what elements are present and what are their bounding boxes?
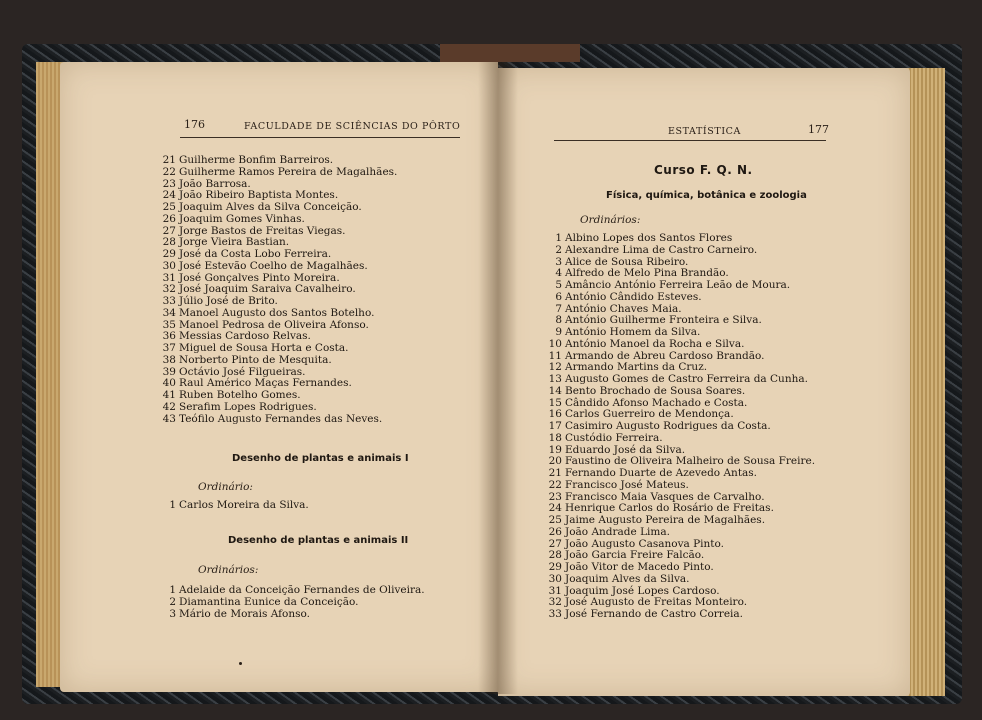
student-entry (160, 390, 397, 402)
student-name: Diamantina Eunice da Conceição. (179, 595, 359, 608)
student-entry (546, 245, 815, 257)
entry-number: 33 (162, 295, 176, 307)
student-name: Alice de Sousa Ribeiro. (565, 255, 689, 268)
student-name: Jorge Vieira Bastian. (179, 236, 290, 249)
student-name: José Gonçalves Pinto Moreira. (179, 271, 340, 284)
entry-number: 43 (162, 412, 176, 425)
student-name: Francisco Maia Vasques de Carvalho. (565, 490, 765, 503)
student-entry (160, 414, 397, 426)
student-name: Amâncio António Ferreira Leão de Moura. (565, 279, 791, 291)
student-name: José Fernando de Castro Correia. (565, 608, 743, 620)
entry-number: 20 (548, 455, 562, 468)
entry-number: 3 (169, 607, 176, 620)
student-name: Armando Martins da Cruz. (565, 361, 708, 374)
entry-number: 30 (162, 259, 176, 272)
student-name: Norberto Pinto de Mesquita. (179, 353, 332, 366)
entry-number: 37 (162, 342, 176, 354)
student-entry (160, 202, 397, 214)
student-entry (160, 214, 397, 226)
book-spine (440, 44, 580, 62)
entry-number: 38 (162, 353, 176, 366)
entry-number: 14 (548, 384, 562, 397)
entry-number: 25 (162, 201, 176, 213)
entry-number: 24 (162, 189, 176, 202)
student-entry (546, 421, 815, 433)
entry-number: 1 (555, 232, 562, 244)
section1-title: Desenho de plantas e animais I (232, 453, 409, 464)
student-name: Joaquim Alves da Silva. (565, 572, 690, 585)
entry-number: 18 (548, 431, 562, 444)
student-name: Casimiro Augusto Rodrigues da Costa. (565, 420, 771, 432)
entry-number: 31 (162, 271, 176, 284)
student-name: Raul Américo Maças Fernandes. (179, 377, 352, 390)
student-name: João Garcia Freire Falcão. (565, 549, 705, 562)
student-entry (546, 292, 815, 304)
student-entry (546, 562, 815, 574)
entry-number: 23 (548, 490, 562, 503)
entry-number: 8 (555, 314, 562, 327)
entry-number: 27 (162, 224, 176, 237)
student-name: João Vitor de Macedo Pinto. (565, 561, 714, 573)
section2-title: Desenho de plantas e animais II (228, 535, 409, 546)
entry-number: 29 (162, 248, 176, 260)
student-name: Guilherme Ramos Pereira de Magalhães. (179, 165, 398, 178)
student-name: Augusto Gomes de Castro Ferreira da Cunha. (565, 373, 808, 385)
student-name: Serafim Lopes Rodrigues. (179, 400, 317, 413)
left-student-list (160, 155, 397, 425)
entry-number: 40 (162, 377, 176, 390)
entry-number: 27 (548, 537, 562, 550)
student-name: Jorge Bastos de Freitas Viegas. (179, 224, 346, 237)
right-header-rule (554, 140, 826, 141)
student-name: Ruben Botelho Gomes. (179, 389, 301, 401)
entry-number: 13 (548, 373, 562, 385)
student-entry (546, 339, 815, 351)
student-name: José Augusto de Freitas Monteiro. (565, 596, 748, 609)
student-name: Manoel Pedrosa de Oliveira Afonso. (179, 318, 369, 331)
student-name: Júlio José de Brito. (179, 295, 278, 307)
entry-number: 28 (162, 236, 176, 249)
student-name: João Augusto Casanova Pinto. (565, 537, 724, 550)
student-entry (160, 155, 397, 167)
student-name: José Joaquim Saraiva Cavalheiro. (179, 283, 356, 296)
student-entry (160, 597, 425, 609)
entry-number: 31 (548, 584, 562, 597)
student-name: Carlos Moreira da Silva. (179, 499, 309, 511)
entry-number: 30 (548, 572, 562, 585)
entry-number: 5 (555, 279, 562, 291)
entry-number: 24 (548, 502, 562, 515)
student-name: Alfredo de Melo Pina Brandão. (565, 267, 729, 280)
student-name: Guilherme Bonfim Barreiros. (179, 154, 334, 166)
entry-number: 16 (548, 408, 562, 421)
student-name: João Barrosa. (179, 177, 251, 190)
course-title: Curso F. Q. N. (654, 163, 753, 177)
student-name: Alexandre Lima de Castro Carneiro. (565, 243, 758, 256)
student-entry (160, 296, 397, 308)
student-name: Joaquim Gomes Vinhas. (179, 212, 305, 225)
entry-number: 34 (162, 306, 176, 319)
student-entry (546, 433, 815, 445)
entry-number: 15 (548, 396, 562, 409)
left-header-rule (180, 137, 460, 138)
student-entry (546, 386, 815, 398)
entry-number: 10 (548, 337, 562, 350)
student-name: Bento Brochado de Sousa Soares. (565, 384, 746, 397)
student-name: Henrique Carlos do Rosário de Freitas. (565, 502, 774, 515)
student-name: António Homem da Silva. (565, 326, 701, 338)
student-name: Armando de Abreu Cardoso Brandão. (565, 349, 765, 362)
student-entry (546, 480, 815, 492)
entry-number: 2 (169, 595, 176, 608)
student-entry (160, 585, 425, 597)
student-name: Albino Lopes dos Santos Flores (565, 232, 733, 244)
entry-number: 29 (548, 561, 562, 573)
student-name: José da Costa Lobo Ferreira. (179, 248, 332, 260)
student-entry (160, 261, 397, 273)
right-page-number: 177 (808, 123, 829, 136)
entry-number: 23 (162, 177, 176, 190)
entry-number: 1 (169, 584, 176, 596)
entry-number: 26 (162, 212, 176, 225)
student-entry (160, 308, 397, 320)
entry-number: 33 (548, 608, 562, 620)
entry-number: 7 (555, 302, 562, 315)
student-entry (160, 167, 397, 179)
entry-number: 1 (169, 499, 176, 511)
student-name: Carlos Guerreiro de Mendonça. (565, 408, 734, 421)
entry-number: 35 (162, 318, 176, 331)
entry-number: 9 (555, 326, 562, 338)
book-gutter (478, 62, 518, 694)
student-name: Manoel Augusto dos Santos Botelho. (179, 306, 375, 319)
student-name: Jaime Augusto Pereira de Magalhães. (565, 514, 766, 526)
entry-number: 17 (548, 420, 562, 432)
entry-number: 3 (555, 255, 562, 268)
student-name: Francisco José Mateus. (565, 478, 689, 491)
entry-number: 26 (548, 525, 562, 538)
entry-number: 42 (162, 400, 176, 413)
student-entry (546, 574, 815, 586)
entry-number: 11 (548, 349, 562, 362)
section1-subtitle: Ordinário: (198, 481, 253, 493)
student-name: António Cândido Esteves. (565, 290, 702, 303)
student-name: Messias Cardoso Relvas. (179, 330, 311, 343)
student-name: Mário de Morais Afonso. (179, 607, 310, 620)
entry-number: 22 (162, 165, 176, 178)
entry-number: 19 (548, 443, 562, 456)
student-entry (546, 515, 815, 527)
student-entry (160, 249, 397, 261)
student-entry (546, 327, 815, 339)
entry-number: 39 (162, 365, 176, 378)
left-page-mark (239, 662, 242, 665)
student-entry (546, 374, 815, 386)
student-entry (160, 500, 309, 512)
student-entry (160, 355, 397, 367)
section2-subtitle: Ordinários: (198, 564, 259, 576)
entry-number: 36 (162, 330, 176, 343)
student-name: Octávio José Filgueiras. (179, 365, 306, 378)
student-name: João Ribeiro Baptista Montes. (179, 189, 339, 202)
entry-number: 32 (162, 283, 176, 296)
student-name: Joaquim Alves da Silva Conceição. (179, 201, 362, 213)
student-name: António Guilherme Fronteira e Silva. (565, 314, 762, 327)
entry-number: 2 (555, 243, 562, 256)
student-entry (546, 280, 815, 292)
student-entry (160, 609, 425, 621)
entry-number: 32 (548, 596, 562, 609)
student-name: Fernando Duarte de Azevedo Antas. (565, 467, 758, 479)
right-student-list (546, 233, 815, 621)
student-name: Faustino de Oliveira Malheiro de Sousa Freire. (565, 455, 816, 468)
student-entry (160, 343, 397, 355)
right-running-head: ESTATÍSTICA (668, 126, 742, 137)
entry-number: 6 (555, 290, 562, 303)
student-entry (546, 233, 815, 245)
student-name: Teófilo Augusto Fernandes das Neves. (179, 412, 383, 425)
student-name: Cândido Afonso Machado e Costa. (565, 396, 748, 409)
entry-number: 28 (548, 549, 562, 562)
entry-number: 21 (548, 467, 562, 479)
course-subjects: Física, química, botânica e zoologia (606, 190, 807, 201)
student-entry (160, 402, 397, 414)
student-name: Miguel de Sousa Horta e Costa. (179, 342, 349, 354)
left-running-head: FACULDADE DE SCIÊNCIAS DO PÔRTO (244, 121, 461, 132)
entry-number: 25 (548, 514, 562, 526)
entry-number: 22 (548, 478, 562, 491)
student-name: Adelaide da Conceição Fernandes de Oliveira. (179, 584, 425, 596)
student-name: José Estevão Coelho de Magalhães. (179, 259, 368, 272)
student-entry (546, 609, 815, 621)
section1-student-list (160, 500, 309, 512)
student-name: António Chaves Maia. (565, 302, 682, 315)
entry-number: 21 (162, 154, 176, 166)
entry-number: 41 (162, 389, 176, 401)
student-name: Custódio Ferreira. (565, 431, 663, 444)
student-entry (546, 468, 815, 480)
student-name: João Andrade Lima. (565, 525, 670, 538)
section2-student-list (160, 585, 425, 620)
student-name: Eduardo José da Silva. (565, 443, 686, 456)
student-name: António Manoel da Rocha e Silva. (565, 337, 745, 350)
entry-number: 4 (555, 267, 562, 280)
entry-number: 12 (548, 361, 562, 374)
student-entry (546, 527, 815, 539)
right-subtitle: Ordinários: (580, 214, 641, 226)
student-name: Joaquim José Lopes Cardoso. (565, 584, 720, 597)
right-page-edges (905, 68, 945, 696)
left-page-number: 176 (184, 118, 205, 131)
